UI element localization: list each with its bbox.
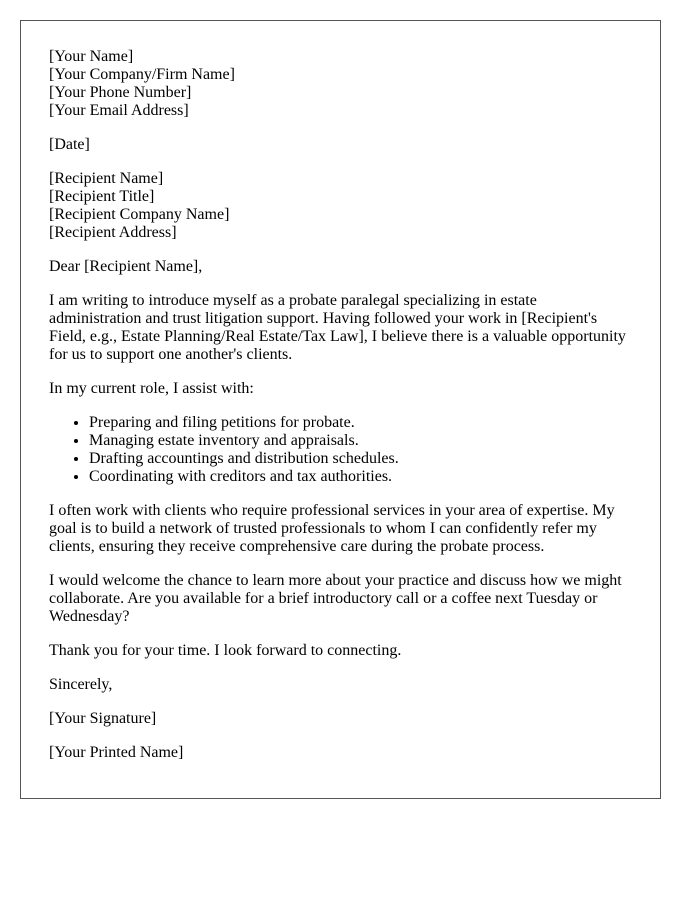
letter (20, 20, 661, 799)
sender-block (49, 48, 632, 120)
list-item: • Coordinating with creditors and tax authorities. (89, 468, 632, 486)
sender-company: [Your Company/Firm Name] (49, 66, 235, 83)
thanks-paragraph: Thank you for your time. I look forward to connecting. (49, 642, 402, 659)
intro-paragraph: I am writing to introduce myself as a probate paralegal specializing in estate administration and trust litigation support. Having followed your work in [Recipient's Field, e.g., Estate Planning/Real Estate/Tax Law], I believe there is a valuable opportunity for us to support one another's clients. (49, 292, 626, 363)
recipient-company: [Recipient Company Name] (49, 206, 230, 223)
recipient-block (49, 170, 632, 242)
network-paragraph: I often work with clients who require professional services in your area of expertise. My goal is to build a network of trusted professionals to whom I can confidently refer my clients, ensuring they receive comprehensive care during the probate process. (49, 502, 615, 555)
signature: [Your Signature] (49, 710, 157, 727)
recipient-name: [Recipient Name] (49, 170, 164, 187)
recipient-address: [Recipient Address] (49, 224, 177, 241)
meeting-paragraph: I would welcome the chance to learn more about your practice and discuss how we might collaborate. Are you available for a brief introductory call or a coffee next Tuesday or Wednesday? (49, 572, 622, 625)
sender-name: [Your Name] (49, 48, 134, 65)
sender-email: [Your Email Address] (49, 102, 189, 119)
salutation: Dear [Recipient Name], (49, 258, 203, 275)
list-intro: In my current role, I assist with: (49, 380, 254, 397)
list-item: • Managing estate inventory and appraisals. (89, 432, 632, 450)
duties-list (49, 414, 632, 486)
date: [Date] (49, 136, 90, 153)
printed-name: [Your Printed Name] (49, 744, 184, 761)
closing: Sincerely, (49, 676, 113, 693)
recipient-title: [Recipient Title] (49, 188, 155, 205)
sender-phone: [Your Phone Number] (49, 84, 192, 101)
list-item: • Preparing and filing petitions for probate. (89, 414, 632, 432)
list-item: • Drafting accountings and distribution schedules. (89, 450, 632, 468)
